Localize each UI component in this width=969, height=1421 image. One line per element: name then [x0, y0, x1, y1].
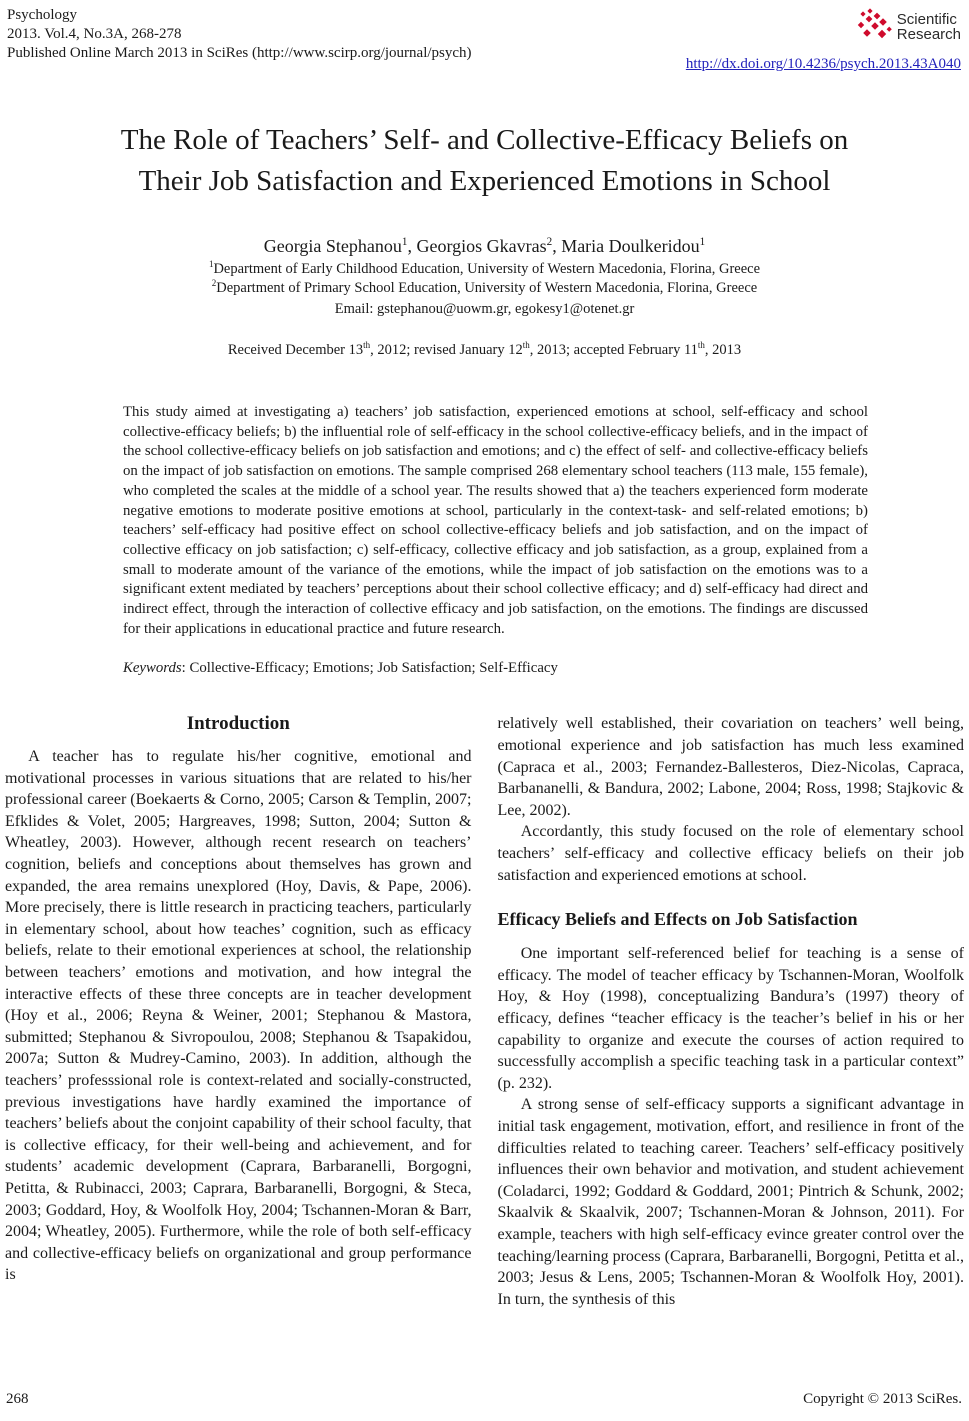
journal-title: Psychology — [7, 7, 78, 23]
body-columns — [0, 713, 969, 1310]
paper-title-line2: Their Job Satisfaction and Experienced Emotions in School — [138, 165, 831, 197]
body-paragraph: One important self-referenced belief for teaching is a sense of efficacy. The model of teacher efficacy by Tschannen-Moran, Woolfolk Hoy, & Hoy (1998), conceptualizing Bandura’s (1997) theory of efficacy, defines “teacher efficacy is the teacher’s belief in his or her capability to organize and execute the courses of action required to successfully accomplish a specific teaching task in a particular context” (p. 232). — [497, 945, 964, 1092]
received-text: , 2012; revised January 12 — [370, 342, 523, 358]
page-header — [0, 0, 969, 73]
abstract-paragraph: This study aimed at investigating a) teachers’ job satisfaction, experienced emotions at school, self-efficacy and school collective-efficacy beliefs; b) the influential role of self-efficacy in the school collective-efficacy beliefs, and in the impact of the school collective-efficacy beliefs on job satisfaction and emotions; and c) the effect of self- and collective-efficacy beliefs on the impact of job satisfaction on emotions. The sample comprised 268 elementary school teachers (113 male, 155 female), who completed the scales at the middle of a school year. The results showed that a) the teachers experienced form moderate negative emotions to moderate positive emotions at school, particularly in the context-task- and self-related emotions; b) teachers’ self-efficacy had positive effect on school collective-efficacy beliefs and job satisfaction, and on the impact of collective efficacy on job satisfaction; c) self-efficacy, collective efficacy and job satisfaction, as a group, explained from a small to moderate amount of the variance of the emotions, while the impact of job satisfaction on the emotions was to a significant extent mediated by teachers’ perceptions about their school collective efficacy; and d) self-efficacy had direct and indirect effect, through the interaction of collective efficacy and job satisfaction, on the emotions. The findings are discussed for their applications in educational practice and future research. — [123, 404, 868, 637]
footer-copyright: Copyright © 2013 SciRes. — [803, 1391, 962, 1407]
email-line: Email: gstephanou@uowm.gr, egokesy1@otenet.gr — [334, 301, 635, 317]
continuation-paragraph: relatively well established, their covariation on teachers’ well being, emotional experience and job satisfaction has much less examined (Capraca et al., 2003; Fernandez-Ballesteros, Diez-Nicolas, Capraca, Barbananelli, & Bandura, 2002; Labone, 2004; Ross, 1998; Stajkovic & Lee, 2002). — [497, 715, 964, 819]
right-column — [498, 713, 965, 1310]
author-name: Maria Doulkeridou — [561, 236, 700, 256]
received-superscript: th — [697, 340, 705, 351]
author-affil-mark: 1 — [699, 236, 706, 248]
keywords-text: : Collective-Efficacy; Emotions; Job Satisfaction; Self-Efficacy — [181, 660, 558, 677]
body-paragraph: Accordantly, this study focused on the role of elementary school teachers’ self-efficacy and collective efficacy beliefs on their job satisfaction and experienced emotions at school. — [497, 823, 964, 884]
keywords-line — [123, 660, 868, 677]
affiliation-text: Department of Primary School Education, University of Western Macedonia, Florina, Greece — [216, 280, 758, 296]
affiliation-mark: 2 — [211, 278, 217, 289]
footer-page-number: 268 — [6, 1391, 29, 1407]
affiliation-line — [0, 260, 969, 279]
journal-info — [7, 6, 472, 63]
byline-separator: , — [407, 236, 417, 256]
page-footer — [6, 1391, 962, 1408]
paper-title — [20, 120, 949, 202]
intro-paragraph: A teacher has to regulate his/her cognitive, emotional and motivational processes in various situations that are related to his/her professional career (Boekaerts & Corno, 2005; Carson & Templin, 2007; Efklides & Volet, 2005; Hargreaves, 1998; Sutton, 2004; Sutton & Wheatley, 2003). However, although recent research on teachers’ cognition, beliefs and conceptions about themselves has grown and expanded, the area remains unexplored (Hoy, Davis, & Pape, 2006). More precisely, there is little research in practicing teachers, particularly in elementary school, about how teaches’ cognition, such as efficacy beliefs, relate to their emotional experiences at school, the relationship between teachers’ emotions and motivation, and how integral the interactive effects of these three concepts are in teacher development (Hoy et al., 2006; Reyna & Weiner, 2001; Stephanou & Mastora, submitted; Stephanou & Sivropoulou, 2008; Stephanou & Tsapakidou, 2007a; Sutton & Mudrey-Camino, 2003). In addition, although the teachers’ professsional role is context-related and socially-constructed, previous investigations have hardly examined the importance of teachers’ beliefs about the conjoint capability of their school faculty, that is collective efficacy, for their well-being and achievement, and for students’ academic development (Caprara, Barbaranelli, Borgogni, Petitta, & Rubinacci, 2003; Caprara, Barbaranelli, Borgogni, & Steca, 2003; Goddard, Hoy, & Woolfolk Hoy, 2004; Tschannen-Moran & Barr, 2004; Wheatley, 2005). Furthermore, while the role of both self-efficacy and collective-efficacy beliefs on organizational and group performance is — [5, 748, 472, 1284]
received-superscript: th — [522, 340, 530, 351]
author-affil-mark: 1 — [401, 236, 408, 248]
paper-title-line1: The Role of Teachers’ Self- and Collective-Efficacy Beliefs on — [120, 124, 849, 156]
affiliation-mark: 1 — [208, 259, 214, 270]
received-text: , 2013 — [704, 342, 742, 358]
author-byline — [0, 236, 969, 257]
received-superscript: th — [363, 340, 371, 351]
affiliation-line — [0, 279, 969, 298]
byline-separator: , — [552, 236, 562, 256]
published-line: Published Online March 2013 in SciRes (http://www.scirp.org/journal/psych) — [7, 45, 472, 61]
keywords-label: Keywords — [123, 660, 182, 677]
received-text: , 2013; accepted February 11 — [529, 342, 698, 358]
left-column — [5, 713, 472, 1310]
affiliation-text: Department of Early Childhood Education, University of Western Macedonia, Florina, Greece — [213, 261, 761, 277]
author-name: Georgia Stephanou — [263, 236, 402, 256]
publisher-wordmark-line1: Scientific — [896, 10, 957, 28]
received-line — [0, 342, 969, 359]
journal-issue: 2013. Vol.4, No.3A, 268-278 — [7, 26, 182, 42]
intro-heading: Introduction — [186, 713, 290, 735]
publisher-block — [686, 6, 961, 73]
scientific-research-logo-icon — [856, 6, 892, 47]
doi-link[interactable]: http://dx.doi.org/10.4236/psych.2013.43A040 — [685, 56, 961, 72]
publisher-wordmark — [897, 12, 961, 42]
section-heading: Efficacy Beliefs and Effects on Job Satisfaction — [497, 909, 858, 930]
received-text: Received December 13 — [227, 342, 364, 358]
author-name: Georgios Gkavras — [416, 236, 547, 256]
publisher-wordmark-line2: Research — [896, 25, 961, 43]
body-paragraph: A strong sense of self-efficacy supports a significant advantage in initial task engagement, motivation, effort, and resilience in front of the difficulties related to teaching career. Teachers’ self-efficacy positively influences their own behavior and motivation, and student achievement (Coladarci, 1992; Goddard & Goddard, 2001; Pintrich & Schunk, 2002; Skaalvik & Skaalvik, 2007; Tschannen-Moran & Johnson, 2011). For example, teachers with high self-efficacy evince greater control over the teaching/learning process (Caprara, Barbaranelli, Borgogni, Petitta et al., 2003; Jesus & Lens, 2005; Tschannen-Moran & Woolfolk Hoy, 2001). In turn, the synthesis of this — [497, 1096, 964, 1308]
publisher-logo — [686, 6, 961, 47]
author-affil-mark: 2 — [546, 236, 553, 248]
